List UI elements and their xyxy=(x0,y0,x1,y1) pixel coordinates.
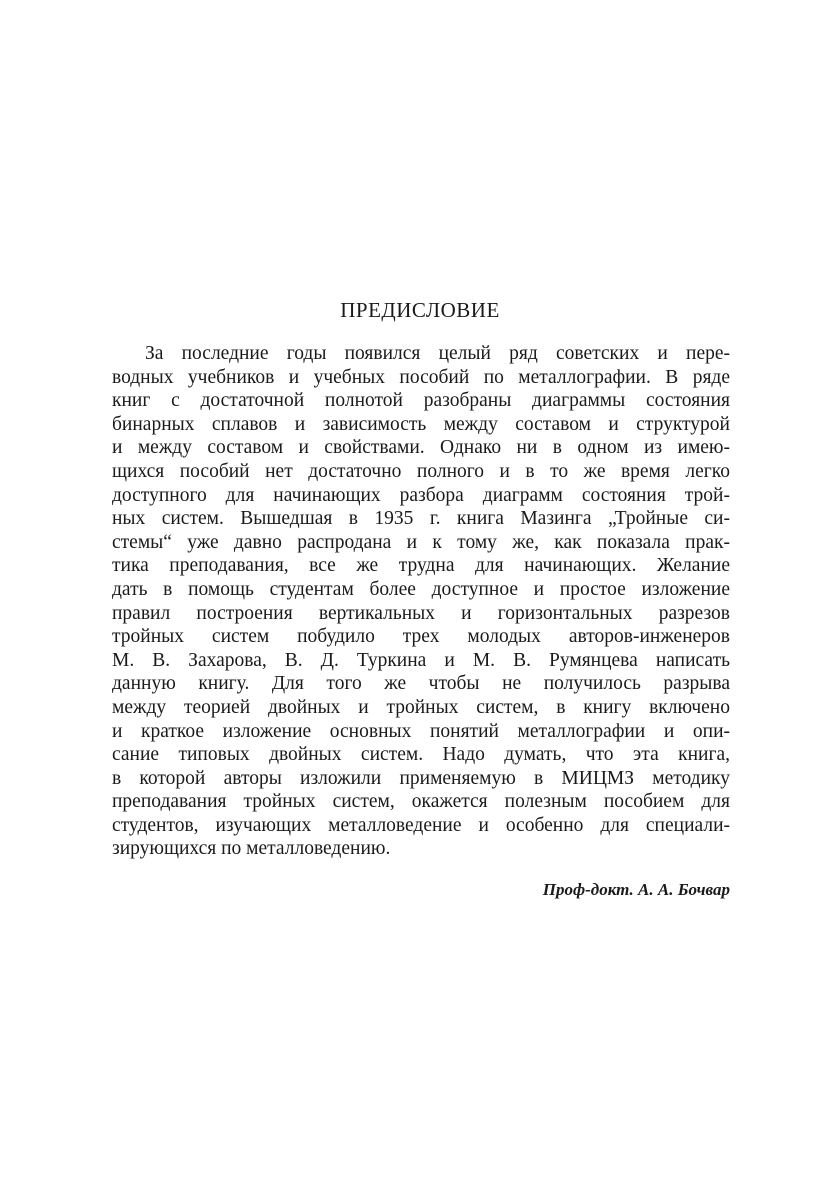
paragraph-line: в которой авторы изложили применяемую в МИЦМЗ методику xyxy=(112,767,730,789)
paragraph-line: щихся пособий нет достаточно полного и в то же время легко xyxy=(112,460,730,482)
paragraph-line: студентов, изучающих металловедение и особенно для специали- xyxy=(112,814,730,836)
paragraph-line: между теорией двойных и тройных систем, в книгу включено xyxy=(112,696,730,718)
paragraph-line: тройных систем побудило трех молодых авторов-инженеров xyxy=(112,626,730,648)
preface-paragraph xyxy=(112,342,730,861)
paragraph-line: преподавания тройных систем, окажется полезным пособием для xyxy=(112,791,730,813)
paragraph-line: ных систем. Вышедшая в 1935 г. книга Мазинга „Тройные си- xyxy=(112,508,730,530)
paragraph-line: бинарных сплавов и зависимость между составом и структурой xyxy=(112,413,730,435)
page-title: ПРЕДИСЛОВИЕ xyxy=(340,298,500,322)
paragraph-line: и краткое изложение основных понятий металлографии и опи- xyxy=(112,720,730,742)
paragraph-line: доступного для начинающих разбора диаграмм состояния трой- xyxy=(112,484,730,506)
paragraph-line: сание типовых двойных систем. Надо думать, что эта книга, xyxy=(112,744,730,766)
author-signature: Проф-докт. А. А. Бочвар xyxy=(542,880,730,899)
paragraph-line: зирующихся по металловедению. xyxy=(112,838,391,860)
paragraph-line: данную книгу. Для того же чтобы не получилось разрыва xyxy=(112,673,730,695)
paragraph-line: М. В. Захарова, В. Д. Туркина и М. В. Румянцева написать xyxy=(112,649,730,671)
paragraph-line: книг с достаточной полнотой разобраны диаграммы состояния xyxy=(112,390,730,412)
paragraph-line: За последние годы появился целый ряд советских и пере- xyxy=(145,343,730,364)
paragraph-line: водных учебников и учебных пособий по металлографии. В ряде xyxy=(112,366,730,388)
paragraph-line: и между составом и свойствами. Однако ни в одном из имею- xyxy=(112,437,730,459)
paragraph-line: дать в помощь студентам более доступное и простое изложение xyxy=(112,578,730,600)
paragraph-line: тика преподавания, все же трудна для начинающих. Желание xyxy=(112,555,730,577)
paragraph-line: стемы“ уже давно распродана и к тому же, как показала прак- xyxy=(112,531,730,553)
paragraph-line: правил построения вертикальных и горизонтальных разрезов xyxy=(112,602,730,624)
